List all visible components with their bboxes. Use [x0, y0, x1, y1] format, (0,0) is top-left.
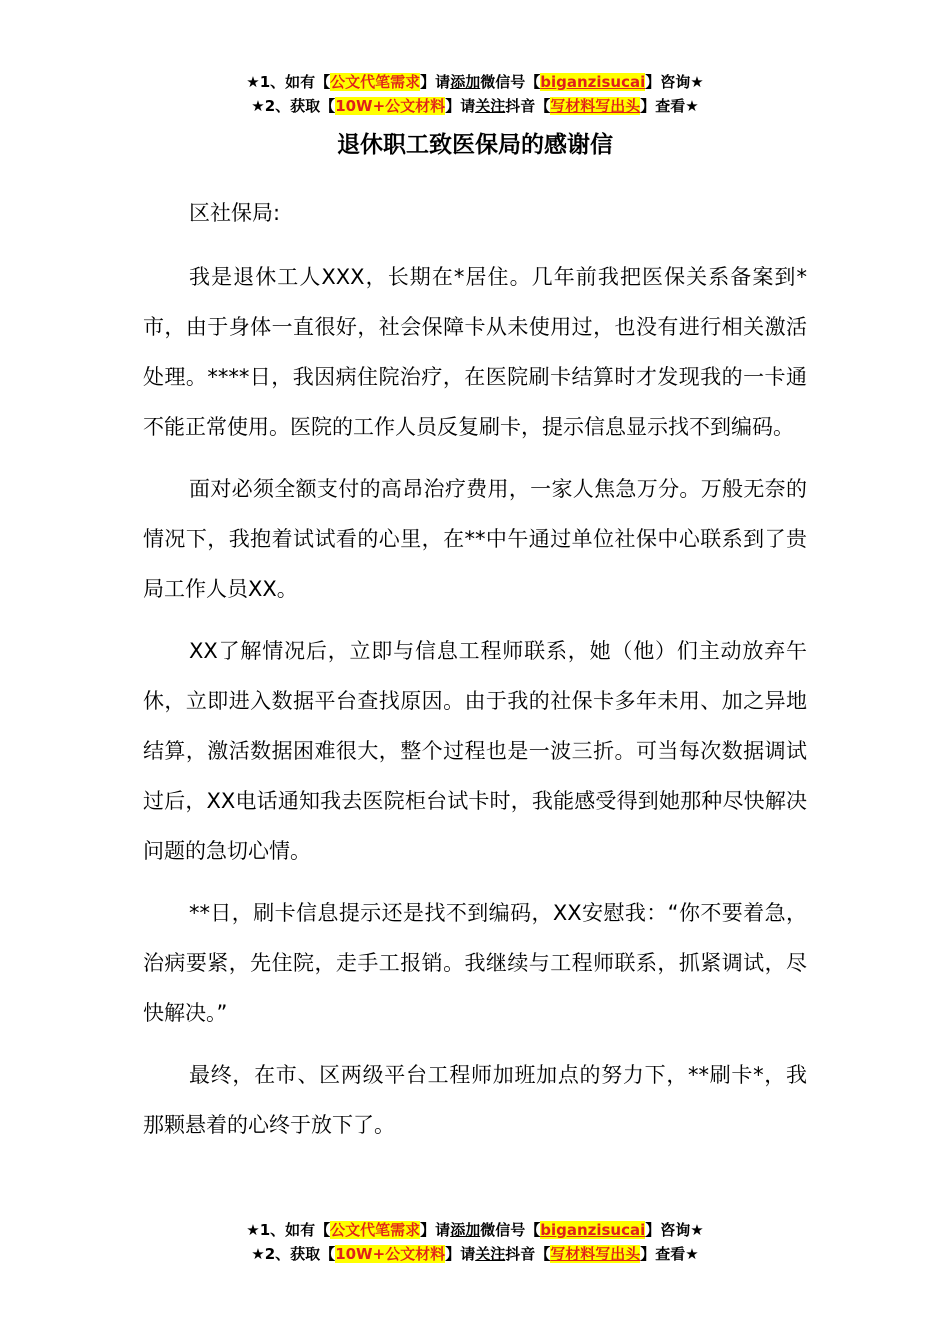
banner-text: ★1、如有【: [246, 73, 331, 91]
paragraph-4: **日，刷卡信息提示还是找不到编码，XX安慰我：“你不要着急，治病要紧，先住院，走手工报销。我继续与工程师联系，抓紧调试，尽快解决。”: [143, 901, 807, 1025]
banner-text: ★2、获取【: [251, 1245, 336, 1263]
banner-text: ★2、获取【: [251, 97, 336, 115]
banner-highlight: 10W+公文材料: [335, 1245, 446, 1263]
banner-underlined: 关注: [475, 1245, 506, 1263]
paragraph-1: 我是退休工人XXX，长期在*居住。几年前我把医保关系备案到*市，由于身体一直很好，社会保障卡从未使用过，也没有进行相关激活处理。****日，我因病住院治疗，在医院刷卡结算时才发现我的一卡通不能正常使用。医院的工作人员反复刷卡，提示信息显示找不到编码。: [143, 265, 807, 439]
banner-highlight: 公文代笔需求: [330, 73, 421, 91]
banner-underlined: 添加: [450, 1221, 481, 1239]
banner-text: 抖音【: [505, 97, 551, 115]
letter-body: [143, 188, 807, 1162]
banner-text: 】请: [445, 1245, 476, 1263]
banner-text: 】查看★: [640, 1245, 699, 1263]
banner-text: 】请: [445, 97, 476, 115]
banner-wechat-id: biganzisucai: [540, 73, 646, 91]
banner-line-2: [0, 1242, 950, 1266]
paragraph-5: 最终，在市、区两级平台工程师加班加点的努力下，**刷卡*，我那颗悬着的心终于放下了。: [143, 1063, 807, 1137]
banner-underlined: 关注: [475, 97, 506, 115]
banner-underlined: 添加: [450, 73, 481, 91]
footer-banner: [0, 1218, 950, 1266]
banner-line-1: [0, 1218, 950, 1242]
banner-line-1: [0, 70, 950, 94]
banner-line-2: [0, 94, 950, 118]
banner-text: 微信号【: [480, 1221, 541, 1239]
banner-douyin-id: 写材料写出头: [550, 97, 641, 115]
paragraph-2: 面对必须全额支付的高昂治疗费用，一家人焦急万分。万般无奈的情况下，我抱着试试看的心里，在**中午通过单位社保中心联系到了贵局工作人员XX。: [143, 477, 807, 601]
banner-wechat-id: biganzisucai: [540, 1221, 646, 1239]
banner-text: 】咨询★: [645, 73, 704, 91]
banner-text: 】请: [420, 1221, 451, 1239]
banner-highlight: 10W+公文材料: [335, 97, 446, 115]
page-title: 退休职工致医保局的感谢信: [337, 132, 613, 158]
banner-highlight: 公文代笔需求: [330, 1221, 421, 1239]
banner-text: ★1、如有【: [246, 1221, 331, 1239]
banner-text: 】咨询★: [645, 1221, 704, 1239]
banner-text: 抖音【: [505, 1245, 551, 1263]
banner-douyin-id: 写材料写出头: [550, 1245, 641, 1263]
banner-text: 微信号【: [480, 73, 541, 91]
banner-text: 】请: [420, 73, 451, 91]
salutation: 区社保局:: [189, 201, 281, 225]
header-banner: [0, 70, 950, 118]
paragraph-3: XX了解情况后，立即与信息工程师联系，她（他）们主动放弃午休，立即进入数据平台查找原因。由于我的社保卡多年未用、加之异地结算，激活数据困难很大，整个过程也是一波三折。可当每次数据调试过后，XX电话通知我去医院柜台试卡时，我能感受得到她那种尽快解决问题的急切心情。: [143, 639, 807, 863]
banner-text: 】查看★: [640, 97, 699, 115]
